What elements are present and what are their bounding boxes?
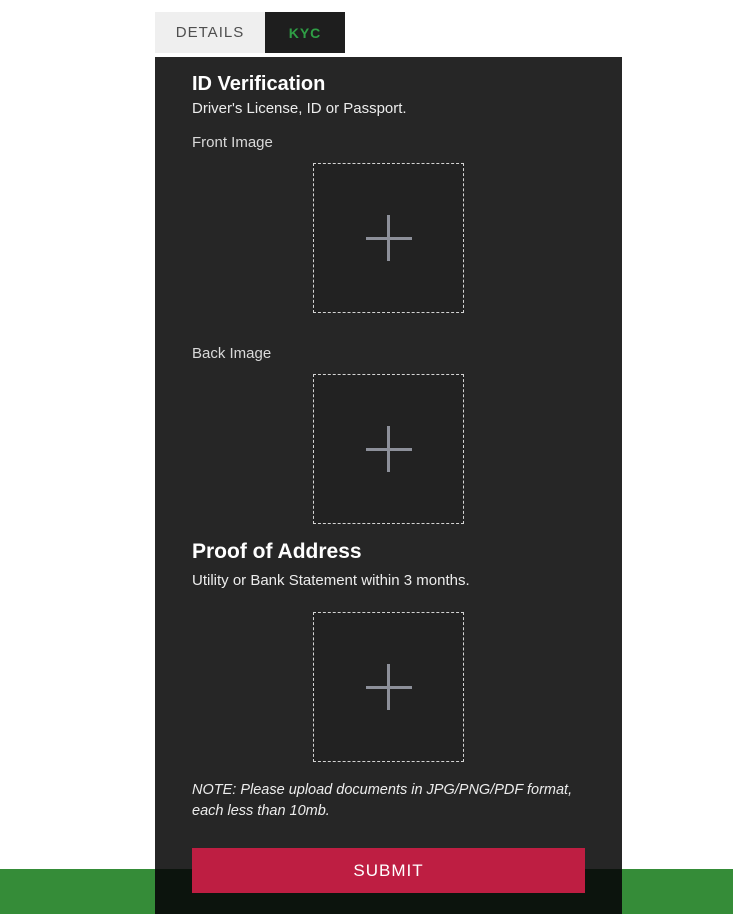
kyc-panel	[155, 57, 622, 914]
tab-details-label: DETAILS	[175, 24, 245, 41]
tab-kyc-label: KYC	[288, 24, 322, 41]
back-image-label: Back Image	[192, 345, 272, 362]
upload-format-note-line1: NOTE: Please upload documents in JPG/PNG/PDF format,	[192, 782, 573, 798]
submit-button[interactable]: SUBMIT	[192, 848, 585, 893]
id-verification-subtitle: Driver's License, ID or Passport.	[192, 100, 407, 117]
upload-format-note	[192, 780, 592, 822]
plus-icon	[366, 215, 412, 261]
tab-kyc[interactable]	[265, 12, 345, 53]
proof-of-address-upload-dropzone[interactable]	[313, 612, 464, 762]
back-image-upload-dropzone[interactable]	[313, 374, 464, 524]
front-image-label: Front Image	[192, 134, 273, 151]
tab-details[interactable]	[155, 12, 265, 53]
tab-bar	[155, 12, 345, 53]
front-image-upload-dropzone[interactable]	[313, 163, 464, 313]
plus-icon	[366, 426, 412, 472]
proof-of-address-title: Proof of Address	[192, 540, 362, 563]
proof-of-address-subtitle: Utility or Bank Statement within 3 months.	[192, 572, 470, 589]
upload-format-note-line2: each less than 10mb.	[192, 803, 330, 819]
id-verification-title: ID Verification	[192, 73, 326, 95]
plus-icon	[366, 664, 412, 710]
